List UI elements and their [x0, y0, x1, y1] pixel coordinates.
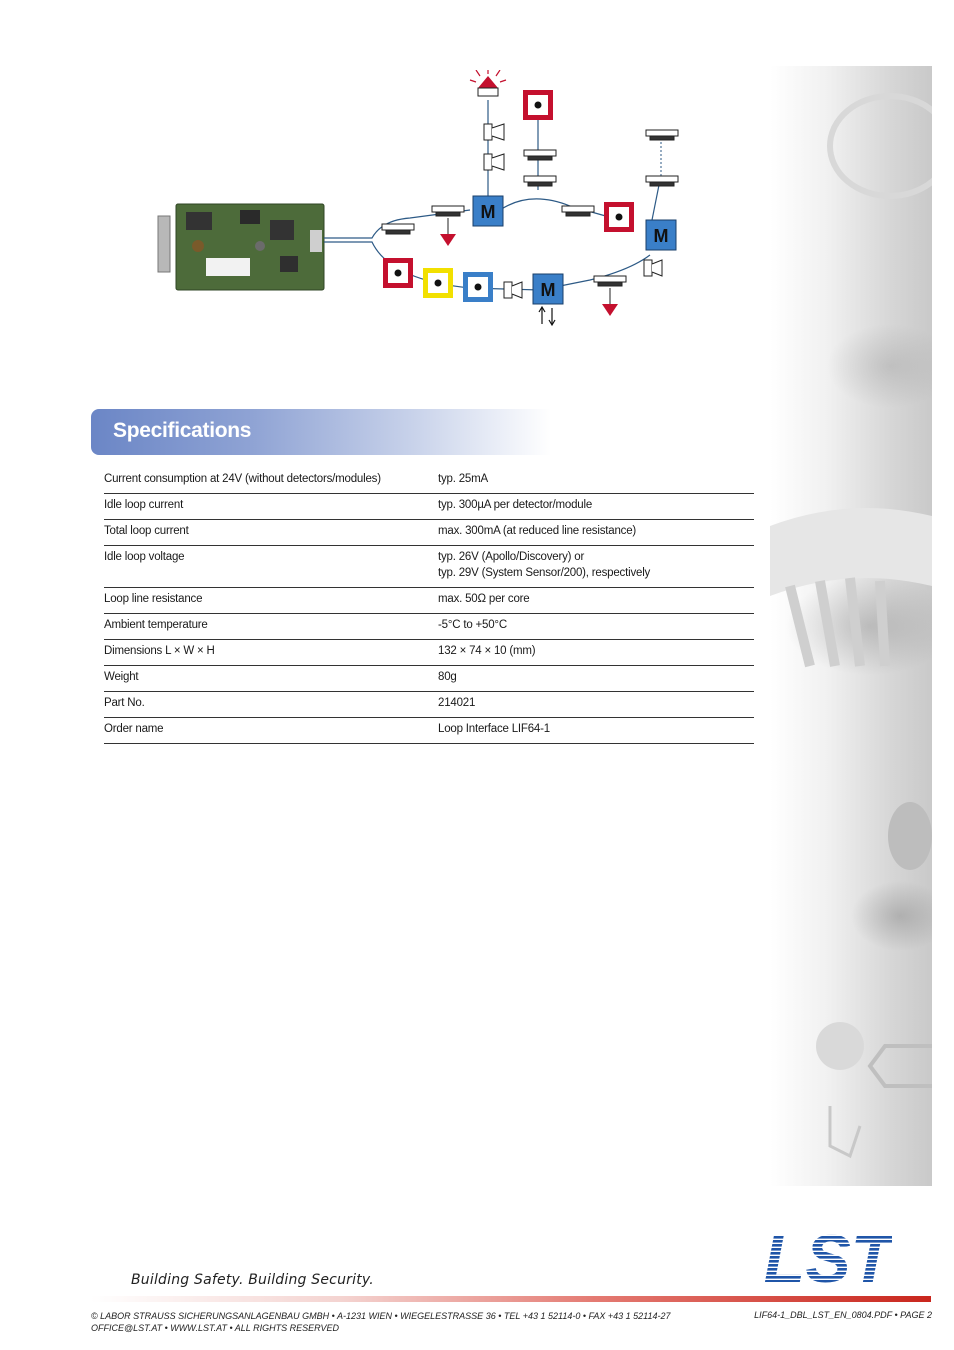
spec-value — [438, 588, 754, 614]
spec-value — [438, 494, 754, 520]
spec-label: Dimensions L × W × H — [104, 640, 438, 666]
specifications-header — [91, 409, 551, 455]
section-title: Specifications — [113, 419, 252, 442]
spec-label: Ambient temperature — [104, 614, 438, 640]
module-label: M — [540, 280, 556, 300]
spec-label: Total loop current — [104, 520, 438, 546]
document-reference: LIF64-1_DBL_LST_EN_0804.PDF • PAGE 2 — [754, 1310, 932, 1320]
spec-row — [104, 718, 754, 744]
logo-text: LST — [764, 1224, 892, 1290]
spec-label: Idle loop voltage — [104, 546, 438, 588]
spec-value-line: 80g — [438, 671, 457, 683]
tagline: Building Safety. Building Security. — [131, 1272, 374, 1288]
spec-label: Current consumption at 24V (without detectors/modules) — [104, 468, 438, 494]
spec-label: Loop line resistance — [104, 588, 438, 614]
footer-divider — [91, 1296, 931, 1302]
spec-row — [104, 468, 754, 494]
spec-value — [438, 718, 754, 744]
spec-row — [104, 588, 754, 614]
input-output-arrows-icon — [539, 307, 555, 325]
spec-row — [104, 520, 754, 546]
spec-row — [104, 692, 754, 718]
spec-value — [438, 692, 754, 718]
spec-label: Weight — [104, 666, 438, 692]
spec-value-line: typ. 26V (Apollo/Discovery) or — [438, 551, 585, 563]
module-label: M — [480, 202, 496, 222]
spec-value — [438, 666, 754, 692]
spec-label: Idle loop current — [104, 494, 438, 520]
spec-row — [104, 614, 754, 640]
spec-value-line: Loop Interface LIF64-1 — [438, 723, 550, 735]
loop-wiring-diagram — [150, 70, 710, 340]
spec-value — [438, 614, 754, 640]
lst-logo — [764, 1224, 892, 1290]
address-line: © LABOR STRAUSS SICHERUNGSANLAGENBAU GMBH • A-1231 WIEN • WIEGELESTRASSE 36 • TEL +43 1 52114-0 • FAX +43 1 52114-27 — [91, 1311, 671, 1321]
spec-value-line: typ. 29V (System Sensor/200), respectively — [438, 567, 651, 579]
spec-value-line: typ. 300µA per detector/module — [438, 499, 593, 511]
spec-value-line: 214021 — [438, 697, 476, 709]
spec-row — [104, 640, 754, 666]
spec-value — [438, 546, 754, 588]
spec-row — [104, 546, 754, 588]
spec-value-line: 132 × 74 × 10 (mm) — [438, 645, 536, 657]
spec-row — [104, 666, 754, 692]
spec-value — [438, 468, 754, 494]
circuit-board-image — [158, 204, 324, 290]
spec-label: Part No. — [104, 692, 438, 718]
spec-row — [104, 494, 754, 520]
beacon-icon — [470, 70, 506, 96]
decorative-photo-strip — [770, 66, 932, 1186]
company-address — [91, 1310, 670, 1334]
spec-value-line: max. 50Ω per core — [438, 593, 530, 605]
spec-value — [438, 520, 754, 546]
spec-label: Order name — [104, 718, 438, 744]
spec-value — [438, 640, 754, 666]
specifications-table — [104, 468, 754, 744]
manual-call-point-icon — [383, 90, 634, 302]
spec-value-line: max. 300mA (at reduced line resistance) — [438, 525, 637, 537]
spec-value-line: typ. 25mA — [438, 473, 488, 485]
module-label: M — [653, 226, 669, 246]
address-line: OFFICE@LST.AT • WWW.LST.AT • ALL RIGHTS RESERVED — [91, 1323, 339, 1333]
spec-value-line: -5°C to +50°C — [438, 619, 507, 631]
